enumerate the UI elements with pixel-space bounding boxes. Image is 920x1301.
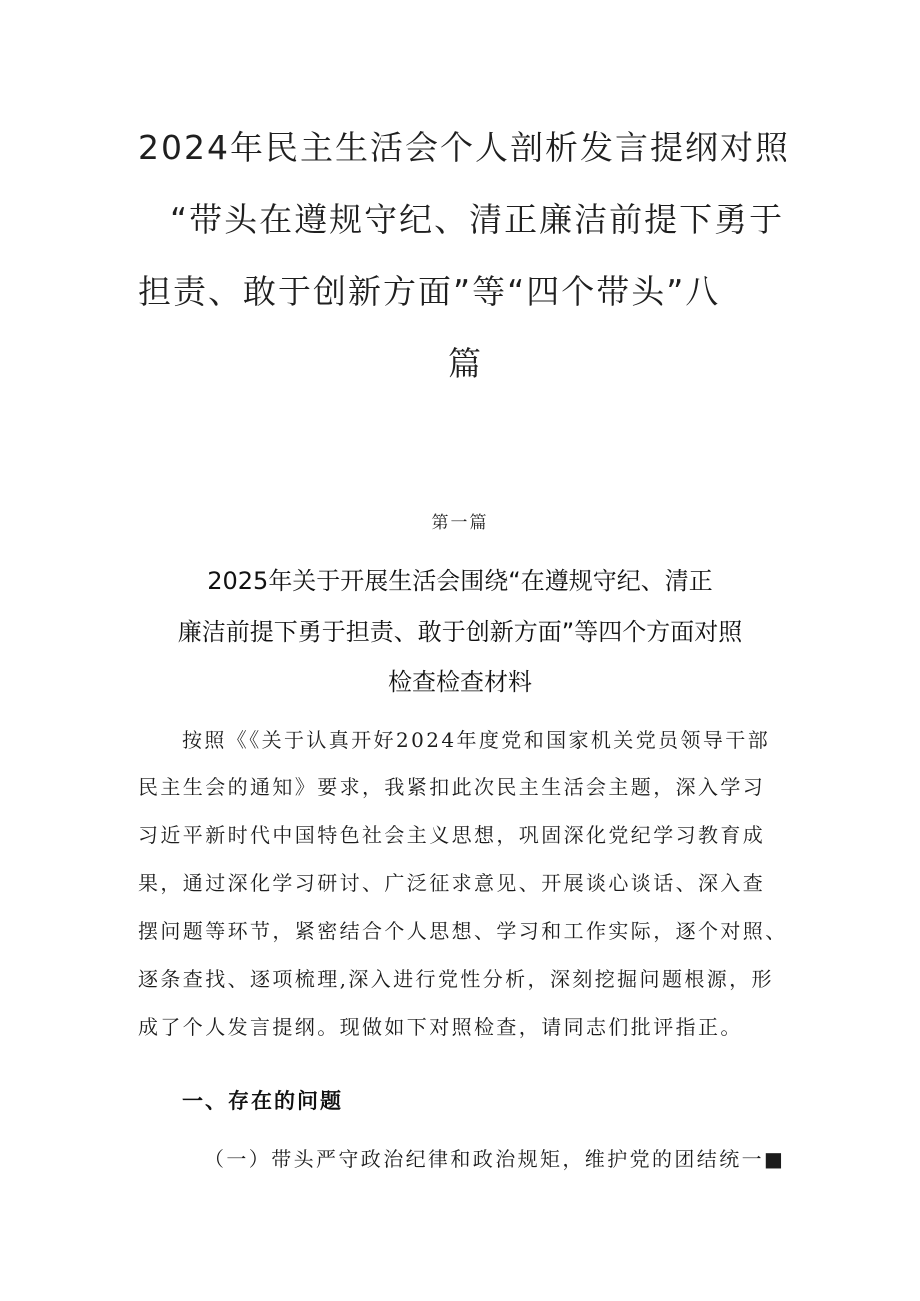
- main-title-line-3: 担责、敢于创新方面”等“四个带头”八: [138, 272, 721, 311]
- body-paragraph-line: 民主生会的通知》要求，我紧扣此次民主生活会主题，深入学习: [138, 775, 766, 799]
- body-paragraph-line: 果，通过深化学习研讨、广泛征求意见、开展谈心谈话、深入查: [138, 871, 766, 895]
- sub-title-line-1: 2025年关于开展生活会围绕“在遵规守纪、清正: [207, 567, 713, 595]
- main-title-line-2: “带头在遵规守纪、清正廉洁前提下勇于: [170, 200, 785, 239]
- body-paragraph-line: 成了个人发言提纲。现做如下对照检查，请同志们批评指正。: [138, 1015, 743, 1039]
- body-paragraph-line: 习近平新时代中国特色社会主义思想，巩固深化党纪学习教育成: [138, 823, 766, 847]
- main-title-line-4: 篇: [448, 344, 483, 383]
- sub-heading: （一）带头严守政治纪律和政治规矩，维护党的团结统一■: [204, 1147, 786, 1171]
- chapter-label: 第一篇: [431, 513, 489, 533]
- body-paragraph-line: 逐条查找、逐项梳理,深入进行党性分析，深刻挖掘问题根源，形: [138, 967, 774, 991]
- body-paragraph-line: 摆问题等环节，紧密结合个人思想、学习和工作实际，逐个对照、: [138, 919, 788, 943]
- main-title-line-1: 2024年民主生活会个人剖析发言提纲对照: [138, 128, 790, 167]
- sub-title-line-3: 检查检查材料: [388, 668, 532, 696]
- sub-title-line-2: 廉洁前提下勇于担责、敢于创新方面”等四个方面对照: [177, 618, 743, 646]
- body-paragraph-line: 按照《《关于认真开好2024年度党和国家机关党员领导干部: [182, 728, 771, 752]
- section-heading: 一、存在的问题: [182, 1088, 343, 1113]
